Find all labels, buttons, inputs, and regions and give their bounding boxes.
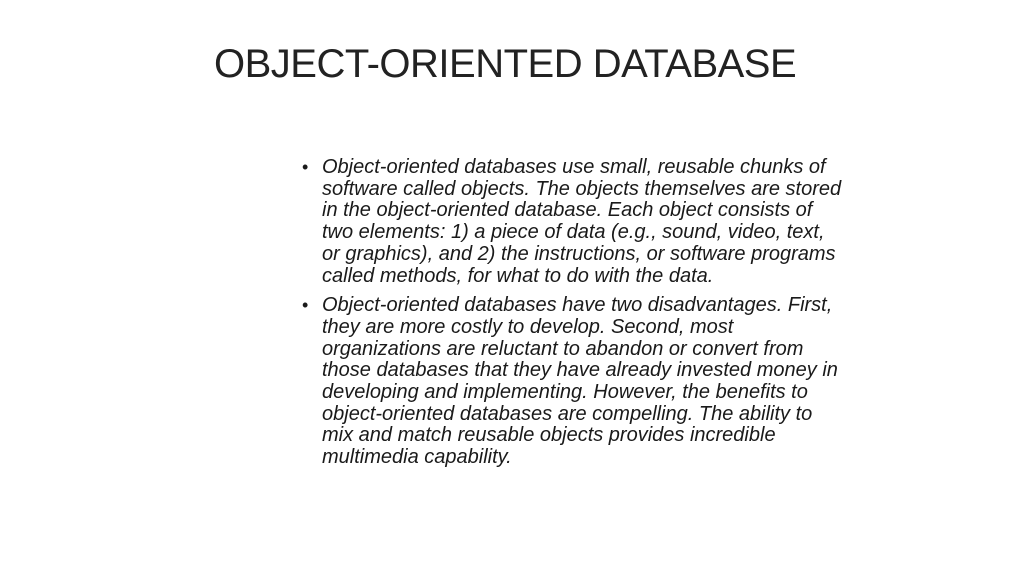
bullet-text-disadvantages: Object-oriented databases have two disadvantages. First, they are more costly to develop. Second, most organizations are reluctant to abandon or convert from those databases that they have already invested money in developing and implementing. However, the benefits to object-oriented databases are compelling. The ability to mix and match reusable objects provides incredible multimedia capability. [322,294,838,469]
bullet-list [302,157,847,477]
slide-title: OBJECT-ORIENTED DATABASE [214,42,797,86]
bullet-text-definition: Object-oriented databases use small, reusable chunks of software called objects. The objects themselves are stored in the object-oriented database. Each object consists of two elements: 1) a piece of data (e.g., sound, video, text, or graphics), and 2) the instructions, or software programs called methods, for what to do with the data. [322,156,842,287]
bullet-dot-icon: • [302,295,309,316]
bullet-dot-icon: • [302,157,309,177]
bullet-item-definition [302,157,847,287]
bullet-item-disadvantages [302,295,847,469]
